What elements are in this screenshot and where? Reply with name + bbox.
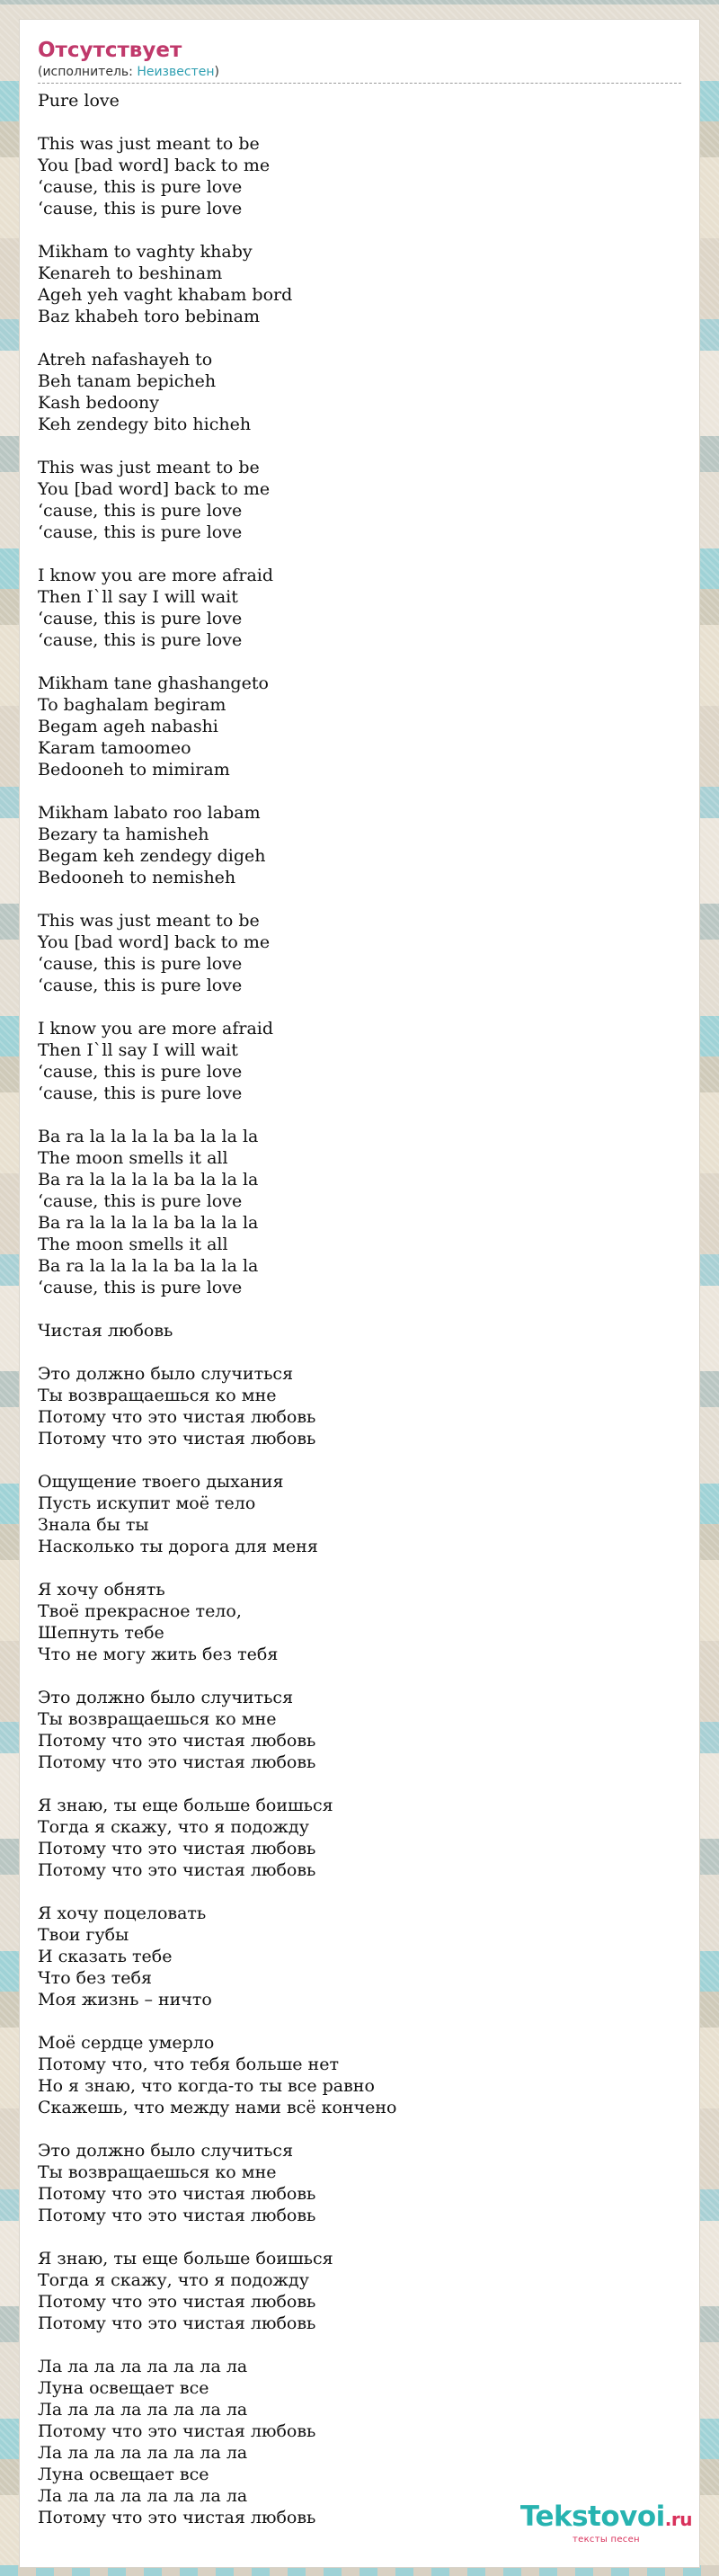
lyric-stanza-break [38, 2118, 681, 2140]
lyrics-text [38, 90, 681, 2528]
lyric-line: ‘cause, this is pure love [38, 177, 243, 197]
lyric-stanza-break [38, 327, 681, 349]
performer-link[interactable]: Неизвестен [137, 65, 215, 79]
lyric-stanza-break [38, 219, 681, 241]
lyric-line: Потому что это чистая любовь [38, 2184, 316, 2204]
site-logo[interactable] [520, 2501, 692, 2545]
lyric-line: Потому что это чистая любовь [38, 1429, 316, 1448]
song-header [38, 38, 681, 84]
lyric-line: Ощущение твоего дыхания [38, 1472, 284, 1492]
lyric-stanza-break [38, 1557, 681, 1579]
lyric-line: Ba ra la la la la ba la la la [38, 1170, 259, 1190]
lyric-line: The moon smells it all [38, 1148, 228, 1168]
lyric-stanza-break [38, 780, 681, 802]
lyric-line: Mikham to vaghty khaby [38, 242, 253, 262]
lyric-line: Ba ra la la la la ba la la la [38, 1256, 259, 1276]
lyric-line: Я хочу обнять [38, 1580, 165, 1600]
lyric-line: Ты возвращаешься ко мне [38, 1709, 277, 1729]
lyric-line: This was just meant to be [38, 911, 260, 931]
lyric-line: Kenareh to beshinam [38, 263, 223, 283]
lyric-line: I know you are more afraid [38, 1019, 274, 1038]
lyric-line: ‘cause, this is pure love [38, 1278, 243, 1297]
lyric-line: Знала бы ты [38, 1515, 149, 1535]
lyric-line: Тогда я скажу, что я подожду [38, 2270, 309, 2290]
lyric-line: Я хочу поцеловать [38, 1903, 207, 1923]
lyric-line: You [bad word] back to me [38, 479, 271, 499]
lyric-stanza-break [38, 1449, 681, 1471]
lyric-stanza-break [38, 1341, 681, 1363]
lyric-line: Шепнуть тебе [38, 1623, 164, 1643]
lyric-line: ‘cause, this is pure love [38, 1083, 243, 1103]
lyric-line: Что не могу жить без тебя [38, 1645, 279, 1664]
lyric-line: Beh tanam bepicheh [38, 371, 217, 391]
lyric-line: Karam tamoomeo [38, 738, 191, 758]
lyric-stanza-break [38, 2010, 681, 2032]
lyric-line: Чистая любовь [38, 1321, 173, 1341]
lyric-line: Потому что это чистая любовь [38, 1731, 316, 1751]
lyric-stanza-break [38, 1665, 681, 1687]
lyric-line: Begam keh zendegy digeh [38, 846, 266, 866]
song-title: Отсутствует [38, 39, 182, 62]
performer-suffix: ) [214, 65, 219, 79]
lyric-line: Потому что это чистая любовь [38, 2292, 316, 2312]
lyric-line: Then I`ll say I will wait [38, 587, 238, 607]
lyric-line: Потому что это чистая любовь [38, 1407, 316, 1427]
lyric-line: Mikham tane ghashangeto [38, 673, 269, 693]
lyric-line: И сказать тебе [38, 1947, 173, 1966]
lyric-line: Твои губы [38, 1925, 129, 1945]
lyric-line: I know you are more afraid [38, 566, 274, 585]
lyric-line: ‘cause, this is pure love [38, 609, 243, 628]
logo-wordmark [520, 2501, 692, 2535]
lyric-line: Что без тебя [38, 1968, 152, 1988]
lyric-line: Твоё прекрасное тело, [38, 1601, 242, 1621]
lyric-line: Atreh nafashayeh to [38, 350, 213, 370]
lyric-line: Моё сердце умерло [38, 2033, 215, 2053]
lyric-line: This was just meant to be [38, 458, 260, 477]
lyric-line: ‘cause, this is pure love [38, 1191, 243, 1211]
lyric-line: Луна освещает все [38, 2465, 209, 2484]
lyric-line: ‘cause, this is pure love [38, 501, 243, 521]
lyric-line: Ageh yeh vaght khabam bord [38, 285, 293, 305]
lyric-line: Но я знаю, что когда-то ты все равно [38, 2076, 375, 2096]
lyric-stanza-break [38, 435, 681, 457]
lyric-line: Это должно было случиться [38, 2141, 294, 2161]
lyric-line: Потому что это чистая любовь [38, 1860, 316, 1880]
lyric-line: ‘cause, this is pure love [38, 976, 243, 995]
lyric-line: Скажешь, что между нами всё кончено [38, 2098, 397, 2117]
lyric-line: ‘cause, this is pure love [38, 1062, 243, 1082]
lyric-line: Потому что это чистая любовь [38, 1752, 316, 1772]
lyric-line: ‘cause, this is pure love [38, 199, 243, 218]
lyric-line: Mikham labato roo labam [38, 803, 261, 823]
lyric-line: ‘cause, this is pure love [38, 522, 243, 542]
lyric-line: Моя жизнь – ничто [38, 1990, 212, 2010]
lyric-stanza-break [38, 996, 681, 1018]
lyric-stanza-break [38, 2334, 681, 2356]
logo-tagline: тексты песен [573, 2535, 640, 2545]
lyric-stanza-break [38, 2226, 681, 2248]
lyric-stanza-break [38, 1104, 681, 1126]
lyric-line: Ты возвращаешься ко мне [38, 2162, 277, 2182]
lyric-stanza-break [38, 543, 681, 565]
lyric-line: To baghalam begiram [38, 695, 226, 715]
lyric-line: Begam ageh nabashi [38, 717, 218, 736]
lyric-line: Kash bedoony [38, 393, 159, 413]
lyric-line: Ты возвращаешься ко мне [38, 1386, 277, 1405]
lyric-line: You [bad word] back to me [38, 156, 271, 175]
lyric-line: Насколько ты дорога для меня [38, 1537, 318, 1556]
lyric-line: Ла ла ла ла ла ла ла ла [38, 2443, 248, 2463]
lyric-line: You [bad word] back to me [38, 932, 271, 952]
lyric-line: Bezary ta hamisheh [38, 824, 209, 844]
lyric-line: The moon smells it all [38, 1235, 228, 1254]
lyric-line: Потому что, что тебя больше нет [38, 2055, 339, 2074]
lyric-line: Ла ла ла ла ла ла ла ла [38, 2486, 248, 2506]
lyric-line: Потому что это чистая любовь [38, 2421, 316, 2441]
lyric-line: Это должно было случиться [38, 1688, 294, 1707]
lyric-line: Тогда я скажу, что я подожду [38, 1817, 309, 1837]
lyric-line: Потому что это чистая любовь [38, 2206, 316, 2225]
lyric-line: Потому что это чистая любовь [38, 2508, 316, 2527]
lyric-stanza-break [38, 888, 681, 910]
lyric-stanza-break [38, 111, 681, 133]
lyric-line: Потому что это чистая любовь [38, 2313, 316, 2333]
lyric-line: Пусть искупит моё тело [38, 1493, 256, 1513]
lyric-line: Ba ra la la la la ba la la la [38, 1127, 259, 1146]
performer-prefix: (исполнитель: [38, 65, 138, 79]
lyric-line: ‘cause, this is pure love [38, 954, 243, 974]
lyric-line: This was just meant to be [38, 134, 260, 154]
lyric-line: ‘cause, this is pure love [38, 630, 243, 650]
lyric-line: Я знаю, ты еще больше боишься [38, 1796, 333, 1815]
lyric-stanza-break [38, 1298, 681, 1320]
lyric-stanza-break [38, 1773, 681, 1795]
logo-tld: .ru [664, 2509, 692, 2530]
lyric-stanza-break [38, 1881, 681, 1903]
lyric-line: Baz khabeh toro bebinam [38, 307, 260, 326]
lyric-line: Ba ra la la la la ba la la la [38, 1213, 259, 1233]
lyric-line: Луна освещает все [38, 2378, 209, 2398]
logo-name: Tekstovoi [519, 2500, 665, 2533]
lyric-line: Это должно было случиться [38, 1364, 294, 1384]
lyric-line: Then I`ll say I will wait [38, 1040, 238, 1060]
lyric-line: Ла ла ла ла ла ла ла ла [38, 2357, 248, 2376]
lyric-line: Bedooneh to nemisheh [38, 868, 236, 887]
lyric-line: Ла ла ла ла ла ла ла ла [38, 2400, 248, 2420]
lyric-line: Я знаю, ты еще больше боишься [38, 2249, 333, 2268]
lyric-line: Pure love [38, 91, 120, 111]
lyric-stanza-break [38, 651, 681, 673]
lyric-line: Потому что это чистая любовь [38, 1839, 316, 1858]
lyric-line: Bedooneh to mimiram [38, 760, 230, 780]
lyric-line: Keh zendegy bito hicheh [38, 414, 252, 434]
lyrics-card [20, 20, 699, 2567]
performer-line [38, 63, 681, 81]
